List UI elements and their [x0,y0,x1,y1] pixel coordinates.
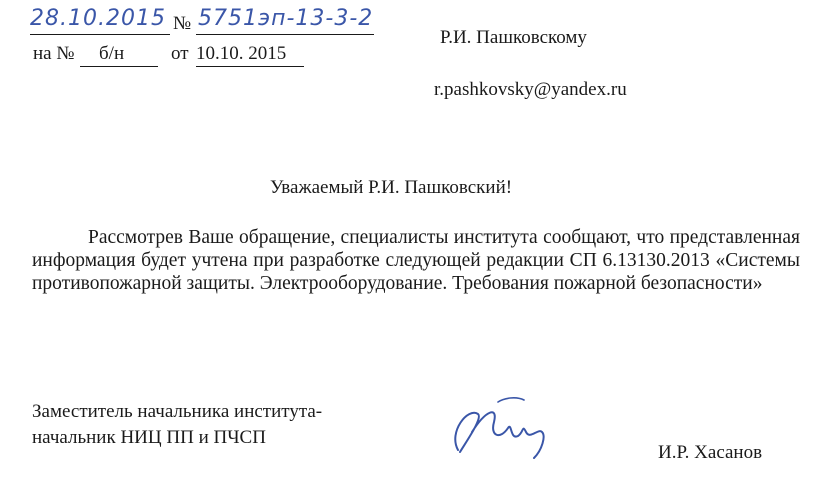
incoming-date-underline [196,66,304,67]
signatory-title-line2: начальник НИЦ ПП и ПЧСП [32,427,266,448]
signatory-name: И.Р. Хасанов [658,442,763,463]
incoming-date: 10.10. 2015 [196,43,287,64]
outgoing-date: 28.10.2015 [30,6,166,31]
outgoing-number-underline [196,34,374,35]
incoming-number: б/н [99,43,125,64]
incoming-number-underline [80,66,158,67]
outgoing-number: 5751эп-13-3-2 [198,6,374,31]
incoming-on-label: на № [33,43,75,64]
handwritten-signature [438,392,558,462]
recipient-email: r.pashkovsky@yandex.ru [434,79,627,100]
outgoing-date-underline [30,34,170,35]
recipient-name: Р.И. Пашковскому [440,27,587,48]
letter-body: Рассмотрев Ваше обращение, специалисты института сообщают, что представленная информация будет учтена при разработке следующей редакции СП 6.13130.2013 «Системы противопожарной защиты. Электрооборудование. Требования пожарной безопасности» [32,227,800,294]
salutation: Уважаемый Р.И. Пашковский! [270,177,513,198]
incoming-from-label: от [171,43,189,64]
signatory-title-line1: Заместитель начальника института- [32,401,323,422]
outgoing-number-label: № [173,13,192,34]
